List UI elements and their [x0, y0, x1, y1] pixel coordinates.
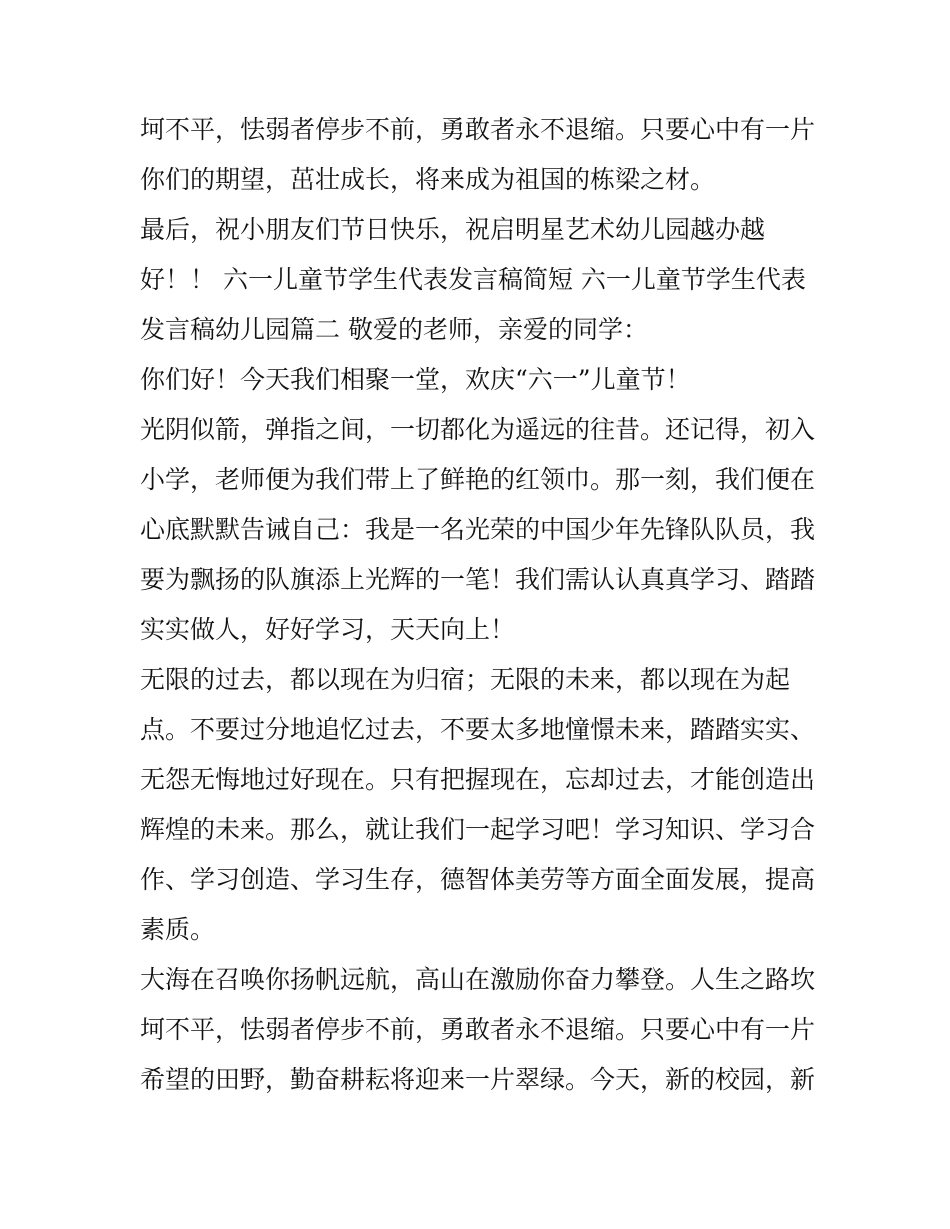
text-line: 心底默默告诫自己：我是一名光荣的中国少年先锋队队员，我	[140, 515, 816, 544]
text-line: 坷不平，怯弱者停步不前，勇敢者永不退缩。只要心中有一片	[140, 115, 816, 144]
text-line: 辉煌的未来。那么，就让我们一起学习吧！学习知识、学习合	[140, 815, 816, 844]
text-line: 坷不平，怯弱者停步不前，勇敢者永不退缩。只要心中有一片	[140, 1015, 816, 1044]
text-line: 无限的过去，都以现在为归宿；无限的未来，都以现在为起	[140, 665, 791, 694]
text-line: 小学，老师便为我们带上了鲜艳的红领巾。那一刻，我们便在	[140, 465, 816, 494]
text-line: 实实做人，好好学习，天天向上！	[140, 615, 516, 644]
text-line: 无怨无悔地过好现在。只有把握现在，忘却过去，才能创造出	[140, 765, 816, 794]
text-line: 大海在召唤你扬帆远航，高山在激励你奋力攀登。人生之路坎	[140, 965, 816, 994]
text-line: 作、学习创造、学习生存，德智体美劳等方面全面发展，提高	[140, 865, 816, 894]
text-line: 发言稿幼儿园篇二 敬爱的老师，亲爱的同学：	[140, 315, 648, 344]
text-line: 希望的田野，勤奋耕耘将迎来一片翠绿。今天，新的校园，新	[140, 1065, 816, 1094]
text-line: 你们的期望，茁壮成长，将来成为祖国的栋梁之材。	[140, 165, 716, 194]
text-line: 点。不要过分地追忆过去，不要太多地憧憬未来，踏踏实实、	[140, 715, 816, 744]
text-line: 最后，祝小朋友们节日快乐，祝启明星艺术幼儿园越办越	[140, 215, 766, 244]
text-line: 你们好！今天我们相聚一堂，欢庆“六一”儿童节！	[140, 365, 691, 394]
text-line: 好！！ 六一儿童节学生代表发言稿简短 六一儿童节学生代表	[140, 265, 806, 294]
text-line: 素质。	[140, 915, 216, 944]
text-line: 光阴似箭，弹指之间，一切都化为遥远的往昔。还记得，初入	[140, 415, 816, 444]
text-line: 要为飘扬的队旗添上光辉的一笔！我们需认认真真学习、踏踏	[140, 565, 816, 594]
